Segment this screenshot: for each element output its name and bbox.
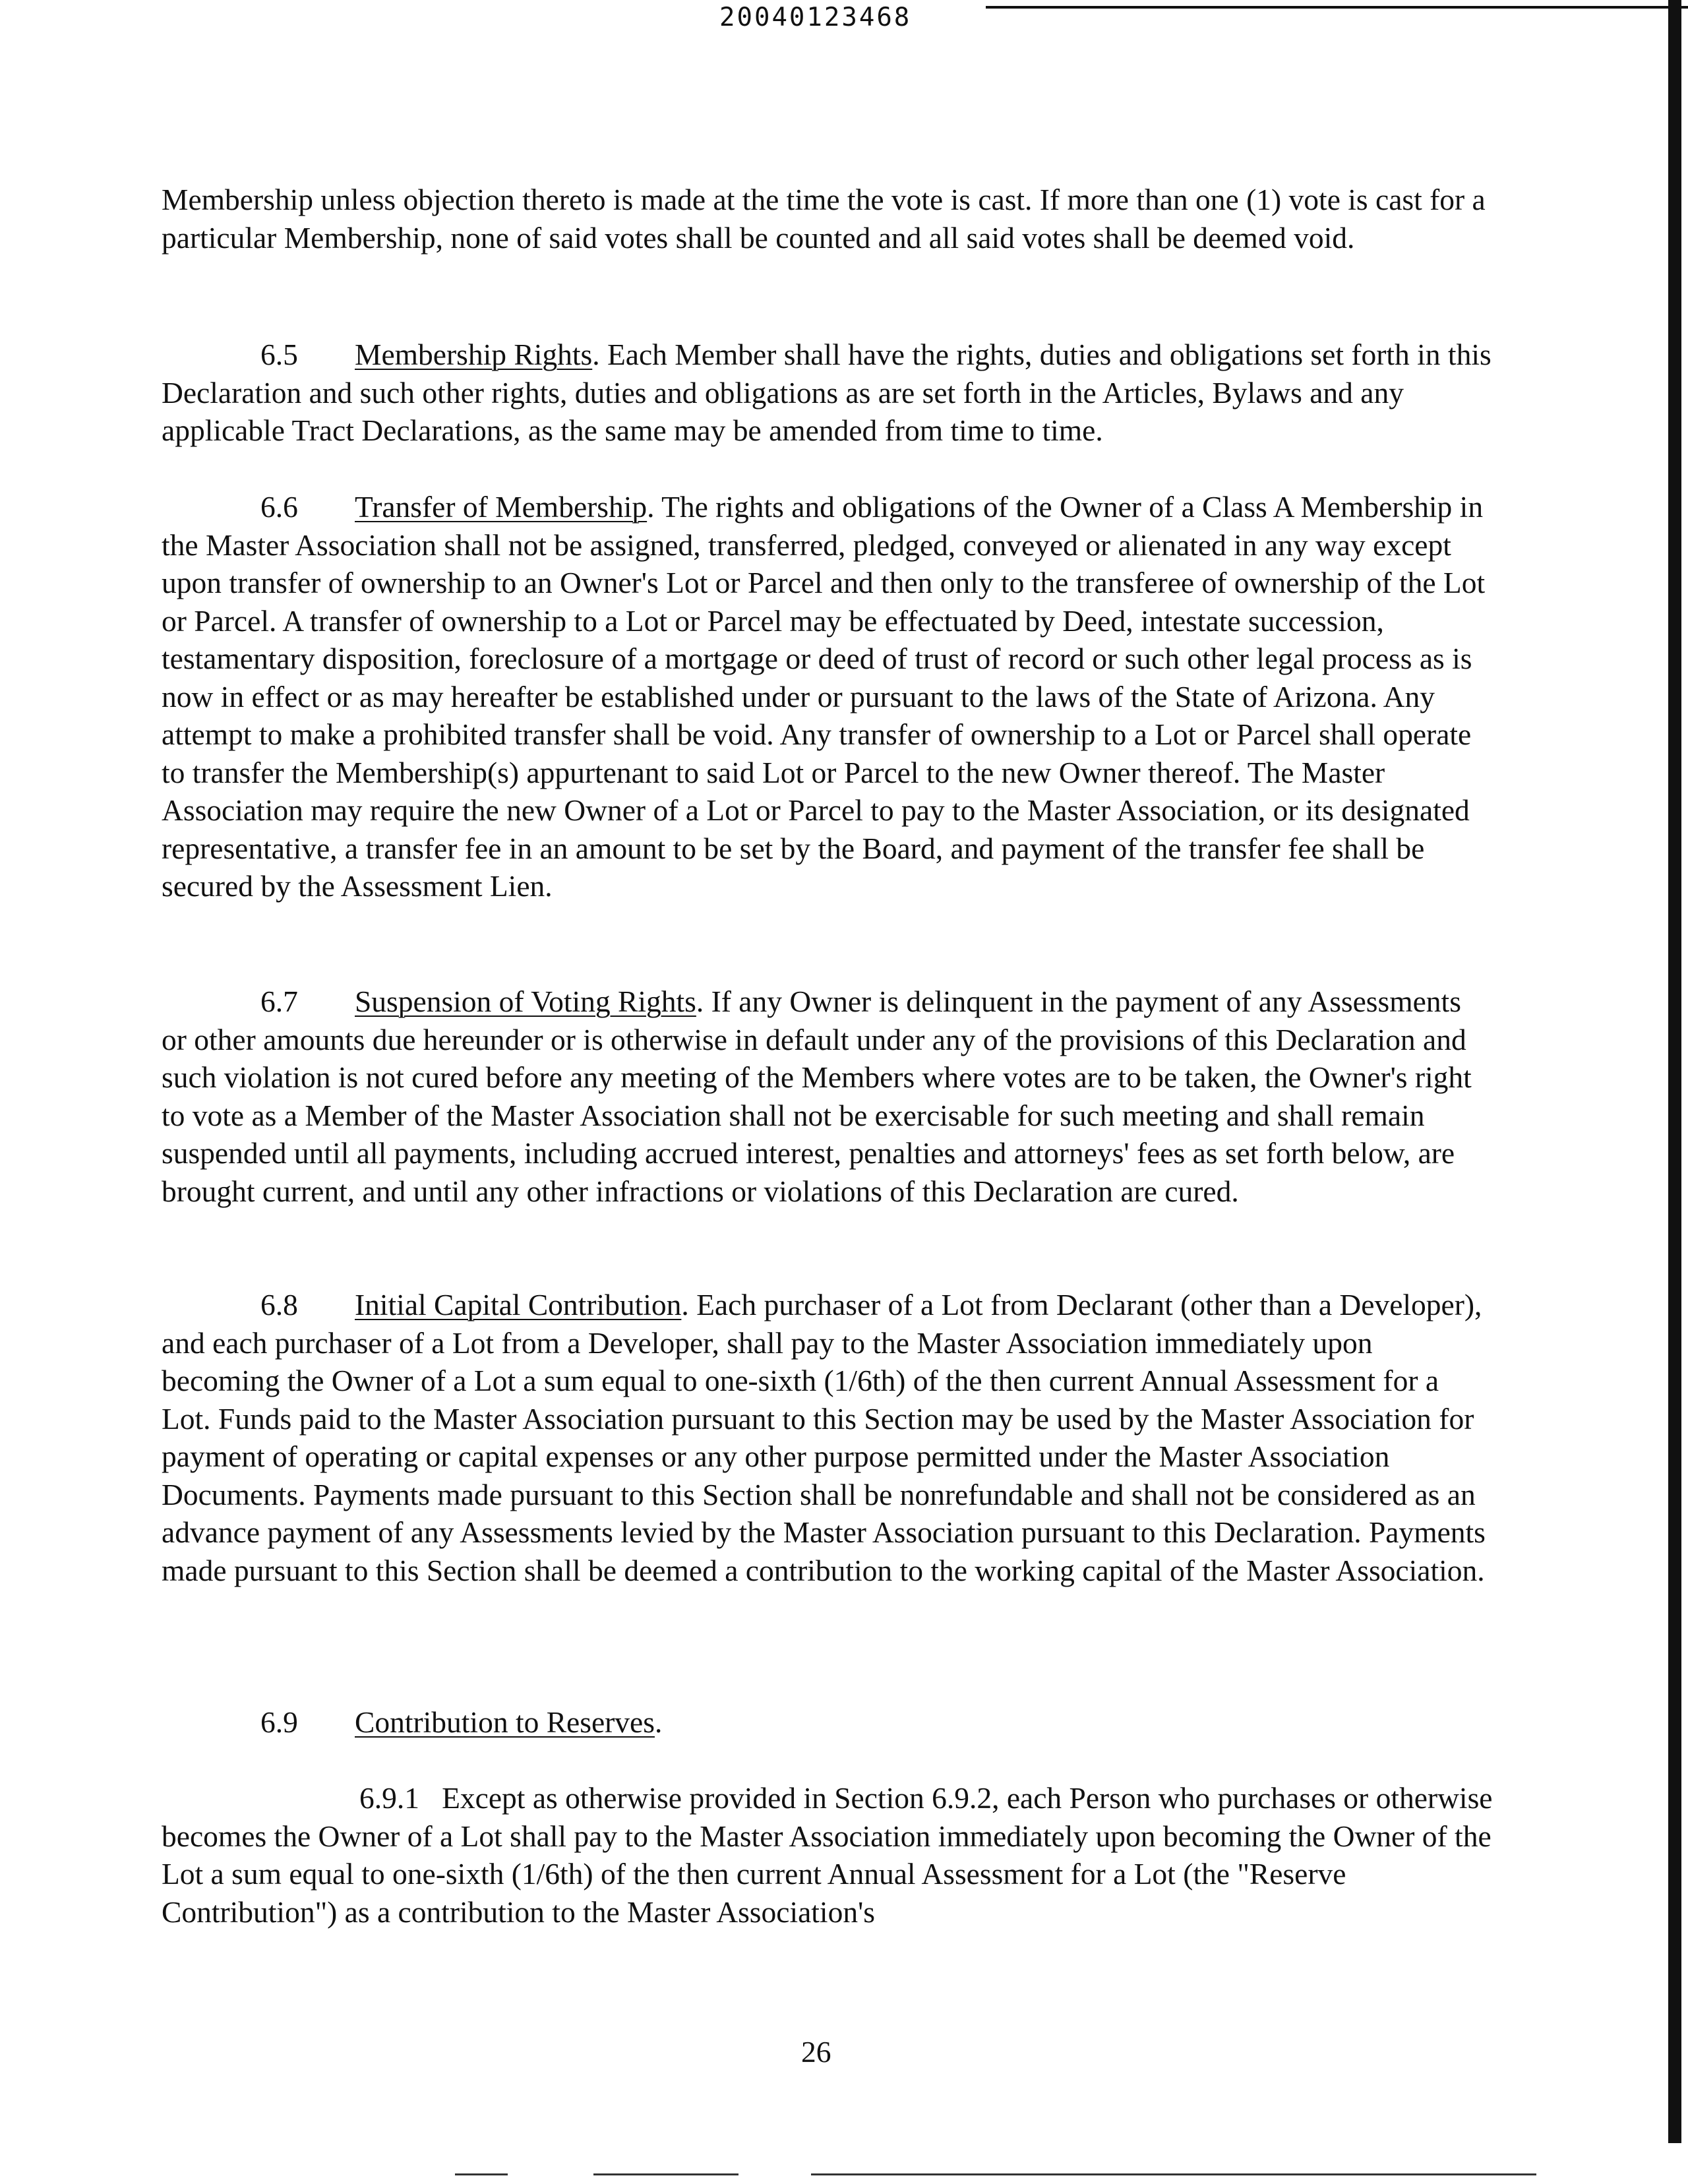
scan-artifact-bottom [593,2173,738,2175]
scan-border-top [986,6,1688,9]
page-number: 26 [801,2035,831,2069]
section-body: . If any Owner is delinquent in the payment of any Assessments or other amounts due hereunder or is otherwise in default under any of the provisions of this Declaration and such violation is not cured before any meeting of the Members where votes are to be taken, the Owner's right to vote as a Member of the Master Association shall not be exercisable for such meeting and shall remain suspended until all payments, including accrued interest, penalties and attorneys' fees as set forth below, are brought current, and until any other infractions or violations of this Declaration are cured. [162,985,1472,1208]
section-body: . The rights and obligations of the Owner of a Class A Membership in the Master Association shall not be assigned, transferred, pledged, conveyed or alienated in any way except upon transfer of ownership to an Owner's Lot or Parcel and then only to the transferee of ownership of the Lot or Parcel. A transfer of ownership to a Lot or Parcel may be effectuated by Deed, intestate succession, testamentary disposition, foreclosure of a mortgage or deed of trust of record or such other legal process as is now in effect or as may hereafter be established under or pursuant to the laws of the State of Arizona. Any attempt to make a prohibited transfer shall be void. Any transfer of ownership to a Lot or Parcel shall operate to transfer the Membership(s) appurtenant to said Lot or Parcel to the new Owner thereof. The Master Association may require the new Owner of a Lot or Parcel to pay to the Master Association, or its designated representative, a transfer fee in an amount to be set by the Board, and payment of the transfer fee shall be secured by the Assessment Lien. [162,490,1486,903]
document-number: 20040123468 [719,3,912,32]
section-6-9 [162,1703,1493,1742]
section-title: Membership Rights [355,338,593,371]
section-title: Contribution to Reserves [355,1705,655,1739]
continued-paragraph: Membership unless objection thereto is made at the time the vote is cast. If more than one (1) vote is cast for a particular Membership, none of said votes shall be counted and all said votes shall be deemed void. [162,183,1486,255]
section-title: Suspension of Voting Rights [355,985,696,1018]
section-body: . Each purchaser of a Lot from Declarant (other than a Developer), and each purchaser of a Lot from a Developer, shall pay to the Master Association immediately upon becoming the Owner of a Lot a sum equal to one-sixth (1/6th) of the then current Annual Assessment for a Lot. Funds paid to the Master Association pursuant to this Section may be used by the Master Association for payment of operating or capital expenses or any other purpose permitted under the Master Association Documents. Payments made pursuant to this Section shall be nonrefundable and shall not be considered as an advance payment of any Assessments levied by the Master Association pursuant to this Declaration. Payments made pursuant to this Section shall be deemed a contribution to the working capital of the Master Association. [162,1288,1486,1587]
subsection-number: 6.9.1 [359,1781,419,1815]
section-number: 6.9 [260,1705,298,1739]
section-number: 6.5 [260,338,298,371]
section-title: Initial Capital Contribution [355,1288,682,1321]
section-body: . [654,1705,663,1739]
section-number: 6.7 [260,985,298,1018]
subsection-6-9-1 [162,1779,1493,1931]
section-6-6 [162,488,1493,905]
subsection-body: Except as otherwise provided in Section 6.9.2, each Person who purchases or otherwise becomes the Owner of a Lot shall pay to the Master Association immediately upon becoming the Owner of the Lot a sum equal to one-sixth (1/6th) of the then current Annual Assessment for a Lot (the "Reserve Contribution") as a contribution to the Master Association's [162,1781,1493,1929]
section-number: 6.8 [260,1288,298,1321]
section-title: Transfer of Membership [355,490,648,524]
section-6-5 [162,336,1493,450]
scan-border-right [1668,0,1681,2143]
section-6-8 [162,1286,1493,1589]
section-body: . Each Member shall have the rights, duties and obligations set forth in this Declaration and such other rights, duties and obligations as are set forth in the Articles, Bylaws and any applicable Tract Declarations, as the same may be amended from time to time. [162,338,1492,447]
section-6-7 [162,983,1493,1210]
scan-artifact-bottom [811,2173,1536,2175]
section-number: 6.6 [260,490,298,524]
scan-artifact-bottom [455,2173,508,2175]
